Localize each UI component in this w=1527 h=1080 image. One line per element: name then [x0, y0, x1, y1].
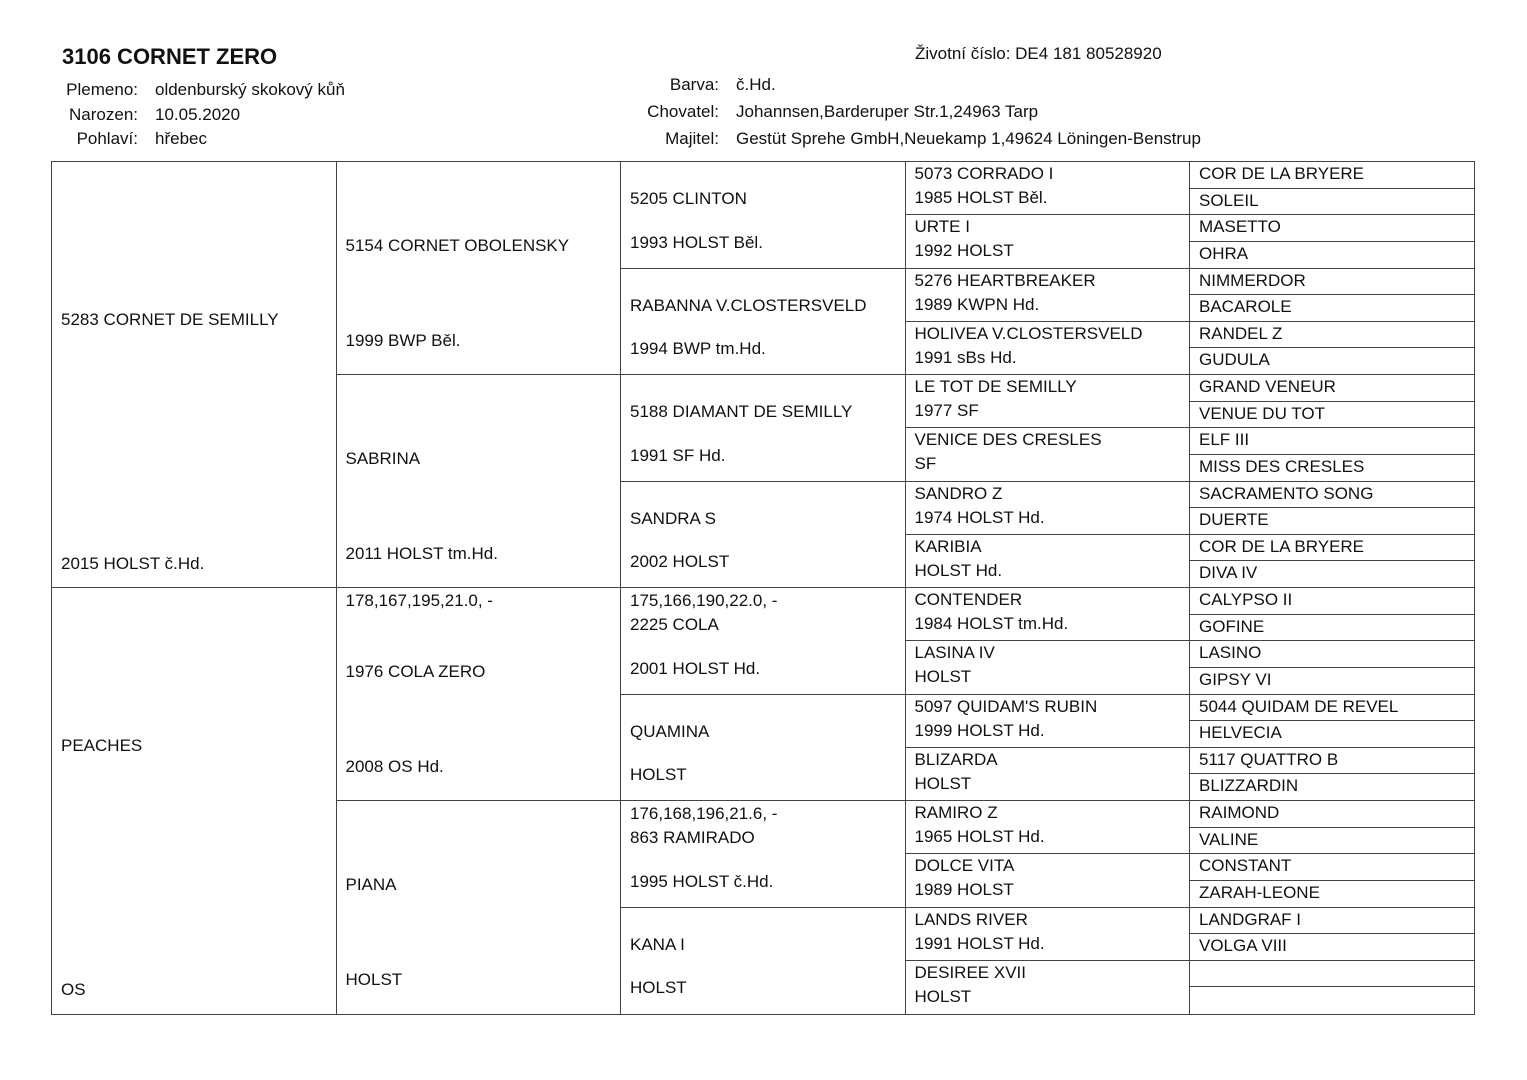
horse-name: CONTENDER	[914, 590, 1023, 609]
pedigree-cell-gen1	[52, 588, 337, 1014]
horse-name: PEACHES	[61, 736, 143, 755]
pedigree-cell-gen5	[1190, 961, 1474, 988]
pedigree-cell-gen5	[1190, 375, 1474, 402]
horse-name: LANDGRAF I	[1199, 909, 1302, 929]
pedigree-cell-gen4	[906, 854, 1191, 907]
pedigree-cell-gen3	[621, 801, 906, 908]
horse-name: RAIMOND	[1199, 803, 1280, 822]
pedigree-cell-gen3	[621, 908, 906, 1015]
horse-name: ZARAH-LEONE	[1199, 882, 1320, 902]
pedigree-cell-gen4	[906, 695, 1191, 748]
horse-info: 1994 BWP tm.Hd.	[630, 339, 766, 358]
horse-info: 1991 HOLST Hd.	[914, 933, 1045, 953]
life-number-value: DE4 181 80528920	[1015, 44, 1162, 63]
pedigree-cell-gen5	[1190, 774, 1474, 801]
horse-name: GOFINE	[1199, 616, 1265, 636]
pedigree-cell-gen2	[337, 162, 622, 375]
breed-value: oldenburský skokový kůň	[155, 80, 345, 99]
horse-info: 2011 HOLST tm.Hd.	[345, 544, 498, 563]
horse-info: 1992 HOLST	[914, 241, 1014, 261]
horse-info: 1993 HOLST Běl.	[630, 232, 763, 252]
horse-name: 5205 CLINTON	[630, 189, 747, 208]
horse-name: CONSTANT	[1199, 856, 1292, 876]
breed-label: Plemeno:	[66, 80, 138, 99]
pedigree-cell-gen3	[621, 162, 906, 269]
horse-name: HOLIVEA V.CLOSTERSVELD	[914, 323, 1143, 343]
horse-name: 5097 QUIDAM'S RUBIN	[914, 696, 1098, 716]
horse-info: 2001 HOLST Hd.	[630, 658, 761, 678]
pedigree-cell-gen3	[621, 482, 906, 589]
horse-name: 5188 DIAMANT DE SEMILLY	[630, 402, 853, 421]
horse-name: LASINO	[1199, 643, 1262, 663]
horse-measurements: 178,167,195,21.0, -	[345, 591, 493, 610]
horse-name: 5283 CORNET DE SEMILLY	[61, 310, 279, 329]
horse-name: RABANNA V.CLOSTERSVELD	[630, 295, 867, 315]
pedigree-cell-gen5	[1190, 721, 1474, 748]
pedigree-cell-gen5	[1190, 588, 1474, 615]
horse-name: VENICE DES CRESLES	[914, 430, 1102, 450]
pedigree-cell-gen4	[906, 322, 1191, 375]
pedigree-cell-gen5	[1190, 242, 1474, 269]
horse-name: DOLCE VITA	[914, 856, 1015, 876]
horse-name: GRAND VENEUR	[1199, 377, 1336, 396]
life-number-label: Životní číslo:	[915, 44, 1011, 63]
horse-info: 1999 BWP Běl.	[345, 331, 461, 350]
pedigree-cell-gen4	[906, 482, 1191, 535]
born-label: Narozen:	[69, 105, 138, 124]
owner-value: Gestüt Sprehe GmbH,Neuekamp 1,49624 Löningen-Benstrup	[736, 129, 1201, 148]
horse-name: COR DE LA BRYERE	[1199, 164, 1365, 183]
pedigree-cell-gen4	[906, 641, 1191, 694]
horse-name: ELF III	[1199, 430, 1250, 450]
horse-info: 1974 HOLST Hd.	[914, 507, 1045, 527]
horse-info: HOLST	[345, 970, 403, 989]
sex-value: hřebec	[155, 129, 207, 148]
pedigree-cell-gen5	[1190, 508, 1474, 535]
pedigree-cell-gen5	[1190, 668, 1474, 695]
pedigree-cell-gen5	[1190, 348, 1474, 375]
horse-info: 1984 HOLST tm.Hd.	[914, 614, 1069, 633]
horse-name: VALINE	[1199, 829, 1259, 849]
pedigree-cell-gen2	[337, 588, 622, 801]
horse-info: 2002 HOLST	[630, 552, 730, 571]
pedigree-cell-gen2	[337, 801, 622, 1014]
pedigree-cell-gen5	[1190, 295, 1474, 322]
pedigree-cell-gen4	[906, 269, 1191, 322]
horse-info: 1977 SF	[914, 401, 979, 420]
horse-name: LASINA IV	[914, 643, 995, 663]
pedigree-cell-gen5	[1190, 215, 1474, 242]
horse-info: HOLST	[914, 667, 972, 687]
pedigree-cell-gen5	[1190, 801, 1474, 828]
owner-label: Majitel:	[665, 129, 719, 148]
breeder-label: Chovatel:	[647, 102, 719, 121]
horse-name: HELVECIA	[1199, 723, 1282, 743]
horse-info: 1995 HOLST č.Hd.	[630, 871, 774, 891]
pedigree-cell-gen4	[906, 588, 1191, 641]
breeder-value: Johannsen,Barderuper Str.1,24963 Tarp	[736, 102, 1039, 121]
horse-info: HOLST	[914, 986, 972, 1006]
horse-measurements: 175,166,190,22.0, -	[630, 591, 778, 610]
horse-name: COR DE LA BRYERE	[1199, 536, 1365, 556]
pedigree-cell-gen4	[906, 428, 1191, 481]
horse-info: 2015 HOLST č.Hd.	[61, 554, 205, 573]
pedigree-cell-gen3	[621, 375, 906, 482]
horse-name: VENUE DU TOT	[1199, 403, 1325, 423]
pedigree-cell-gen4	[906, 748, 1191, 801]
pedigree-cell-gen4	[906, 961, 1191, 1014]
horse-info: 1991 SF Hd.	[630, 445, 726, 465]
horse-name: 1976 COLA ZERO	[345, 662, 486, 681]
horse-name: URTE I	[914, 217, 970, 237]
pedigree-cell-gen3	[621, 269, 906, 376]
horse-name: DUERTE	[1199, 510, 1269, 530]
horse-info: HOLST	[630, 978, 687, 997]
pedigree-cell-gen4	[906, 535, 1191, 588]
horse-name: 5117 QUATTRO B	[1199, 749, 1339, 769]
pedigree-cell-gen3	[621, 588, 906, 695]
pedigree-cell-gen4	[906, 215, 1191, 268]
horse-name: GIPSY VI	[1199, 669, 1272, 689]
horse-name: 5073 CORRADO I	[914, 164, 1054, 183]
horse-name: DESIREE XVII	[914, 962, 1026, 982]
horse-name: NIMMERDOR	[1199, 270, 1306, 290]
horse-name: 5044 QUIDAM DE REVEL	[1199, 696, 1399, 716]
horse-name: VOLGA VIII	[1199, 936, 1287, 956]
horse-info: 1989 HOLST	[914, 880, 1014, 900]
pedigree-cell-gen4	[906, 162, 1191, 215]
horse-name: SOLEIL	[1199, 190, 1259, 210]
pedigree-cell-gen5	[1190, 162, 1474, 189]
horse-name: 863 RAMIRADO	[630, 828, 755, 847]
horse-name: KARIBIA	[914, 536, 982, 556]
pedigree-cell-gen5	[1190, 535, 1474, 562]
horse-name: SANDRO Z	[914, 483, 1003, 503]
horse-name: BACAROLE	[1199, 297, 1292, 317]
pedigree-cell-gen5	[1190, 561, 1474, 588]
pedigree-cell-gen4	[906, 375, 1191, 428]
horse-info: 1991 sBs Hd.	[914, 347, 1017, 367]
pedigree-cell-gen5	[1190, 881, 1474, 908]
horse-info: HOLST	[630, 765, 687, 784]
pedigree-cell-gen5	[1190, 748, 1474, 775]
horse-measurements: 176,168,196,21.6, -	[630, 804, 778, 823]
horse-info: 1965 HOLST Hd.	[914, 827, 1045, 846]
pedigree-cell-gen5	[1190, 402, 1474, 429]
pedigree-cell-gen5	[1190, 482, 1474, 509]
horse-name: OHRA	[1199, 243, 1249, 263]
pedigree-cell-gen5	[1190, 641, 1474, 668]
horse-name: LANDS RIVER	[914, 909, 1028, 929]
pedigree-cell-gen5	[1190, 269, 1474, 296]
pedigree-cell-gen5	[1190, 828, 1474, 855]
horse-name: RAMIRO Z	[914, 803, 998, 822]
horse-name: PIANA	[345, 875, 397, 894]
horse-name: DIVA IV	[1199, 563, 1258, 583]
horse-info: HOLST	[914, 773, 972, 793]
horse-info: HOLST Hd.	[914, 560, 1003, 580]
born-value: 10.05.2020	[155, 105, 241, 124]
color-value: č.Hd.	[736, 75, 776, 94]
horse-info: OS	[61, 980, 86, 999]
horse-info: 2008 OS Hd.	[345, 757, 444, 776]
life-number	[915, 44, 1162, 64]
horse-name: SABRINA	[345, 449, 421, 468]
pedigree-cell-gen5	[1190, 987, 1474, 1014]
horse-name: 5154 CORNET OBOLENSKY	[345, 236, 570, 255]
pedigree-cell-gen5	[1190, 189, 1474, 216]
sex-label: Pohlaví:	[76, 129, 138, 148]
color-label: Barva:	[669, 75, 719, 94]
pedigree-cell-gen5	[1190, 854, 1474, 881]
horse-name: SANDRA S	[630, 508, 716, 528]
horse-info: SF	[914, 454, 937, 474]
pedigree-cell-gen3	[621, 695, 906, 802]
horse-info: 1985 HOLST Běl.	[914, 188, 1048, 207]
pedigree-cell-gen5	[1190, 615, 1474, 642]
pedigree-cell-gen5	[1190, 455, 1474, 482]
pedigree-cell-gen4	[906, 801, 1191, 854]
pedigree-cell-gen5	[1190, 695, 1474, 722]
pedigree-cell-gen2	[337, 375, 622, 588]
horse-info: 1989 KWPN Hd.	[914, 294, 1040, 314]
horse-name: QUAMINA	[630, 721, 710, 741]
pedigree-cell-gen5	[1190, 428, 1474, 455]
horse-info: 1999 HOLST Hd.	[914, 720, 1045, 740]
horse-name: 2225 COLA	[630, 615, 719, 634]
horse-name: MISS DES CRESLES	[1199, 456, 1365, 476]
horse-name: GUDULA	[1199, 350, 1270, 370]
pedigree-table	[51, 161, 1475, 1015]
pedigree-cell-gen1	[52, 162, 337, 588]
horse-name: LE TOT DE SEMILLY	[914, 377, 1077, 396]
horse-name: MASETTO	[1199, 217, 1281, 237]
pedigree-cell-gen5	[1190, 934, 1474, 961]
horse-name: CALYPSO II	[1199, 590, 1293, 609]
horse-name: RANDEL Z	[1199, 323, 1283, 343]
horse-name: KANA I	[630, 934, 685, 954]
pedigree-cell-gen4	[906, 908, 1191, 961]
pedigree-cell-gen5	[1190, 908, 1474, 935]
horse-name: BLIZZARDIN	[1199, 776, 1299, 796]
pedigree-cell-gen5	[1190, 322, 1474, 349]
horse-title: 3106 CORNET ZERO	[62, 44, 278, 69]
horse-name: SACRAMENTO SONG	[1199, 483, 1374, 503]
horse-name: BLIZARDA	[914, 749, 998, 769]
horse-name: 5276 HEARTBREAKER	[914, 270, 1096, 290]
